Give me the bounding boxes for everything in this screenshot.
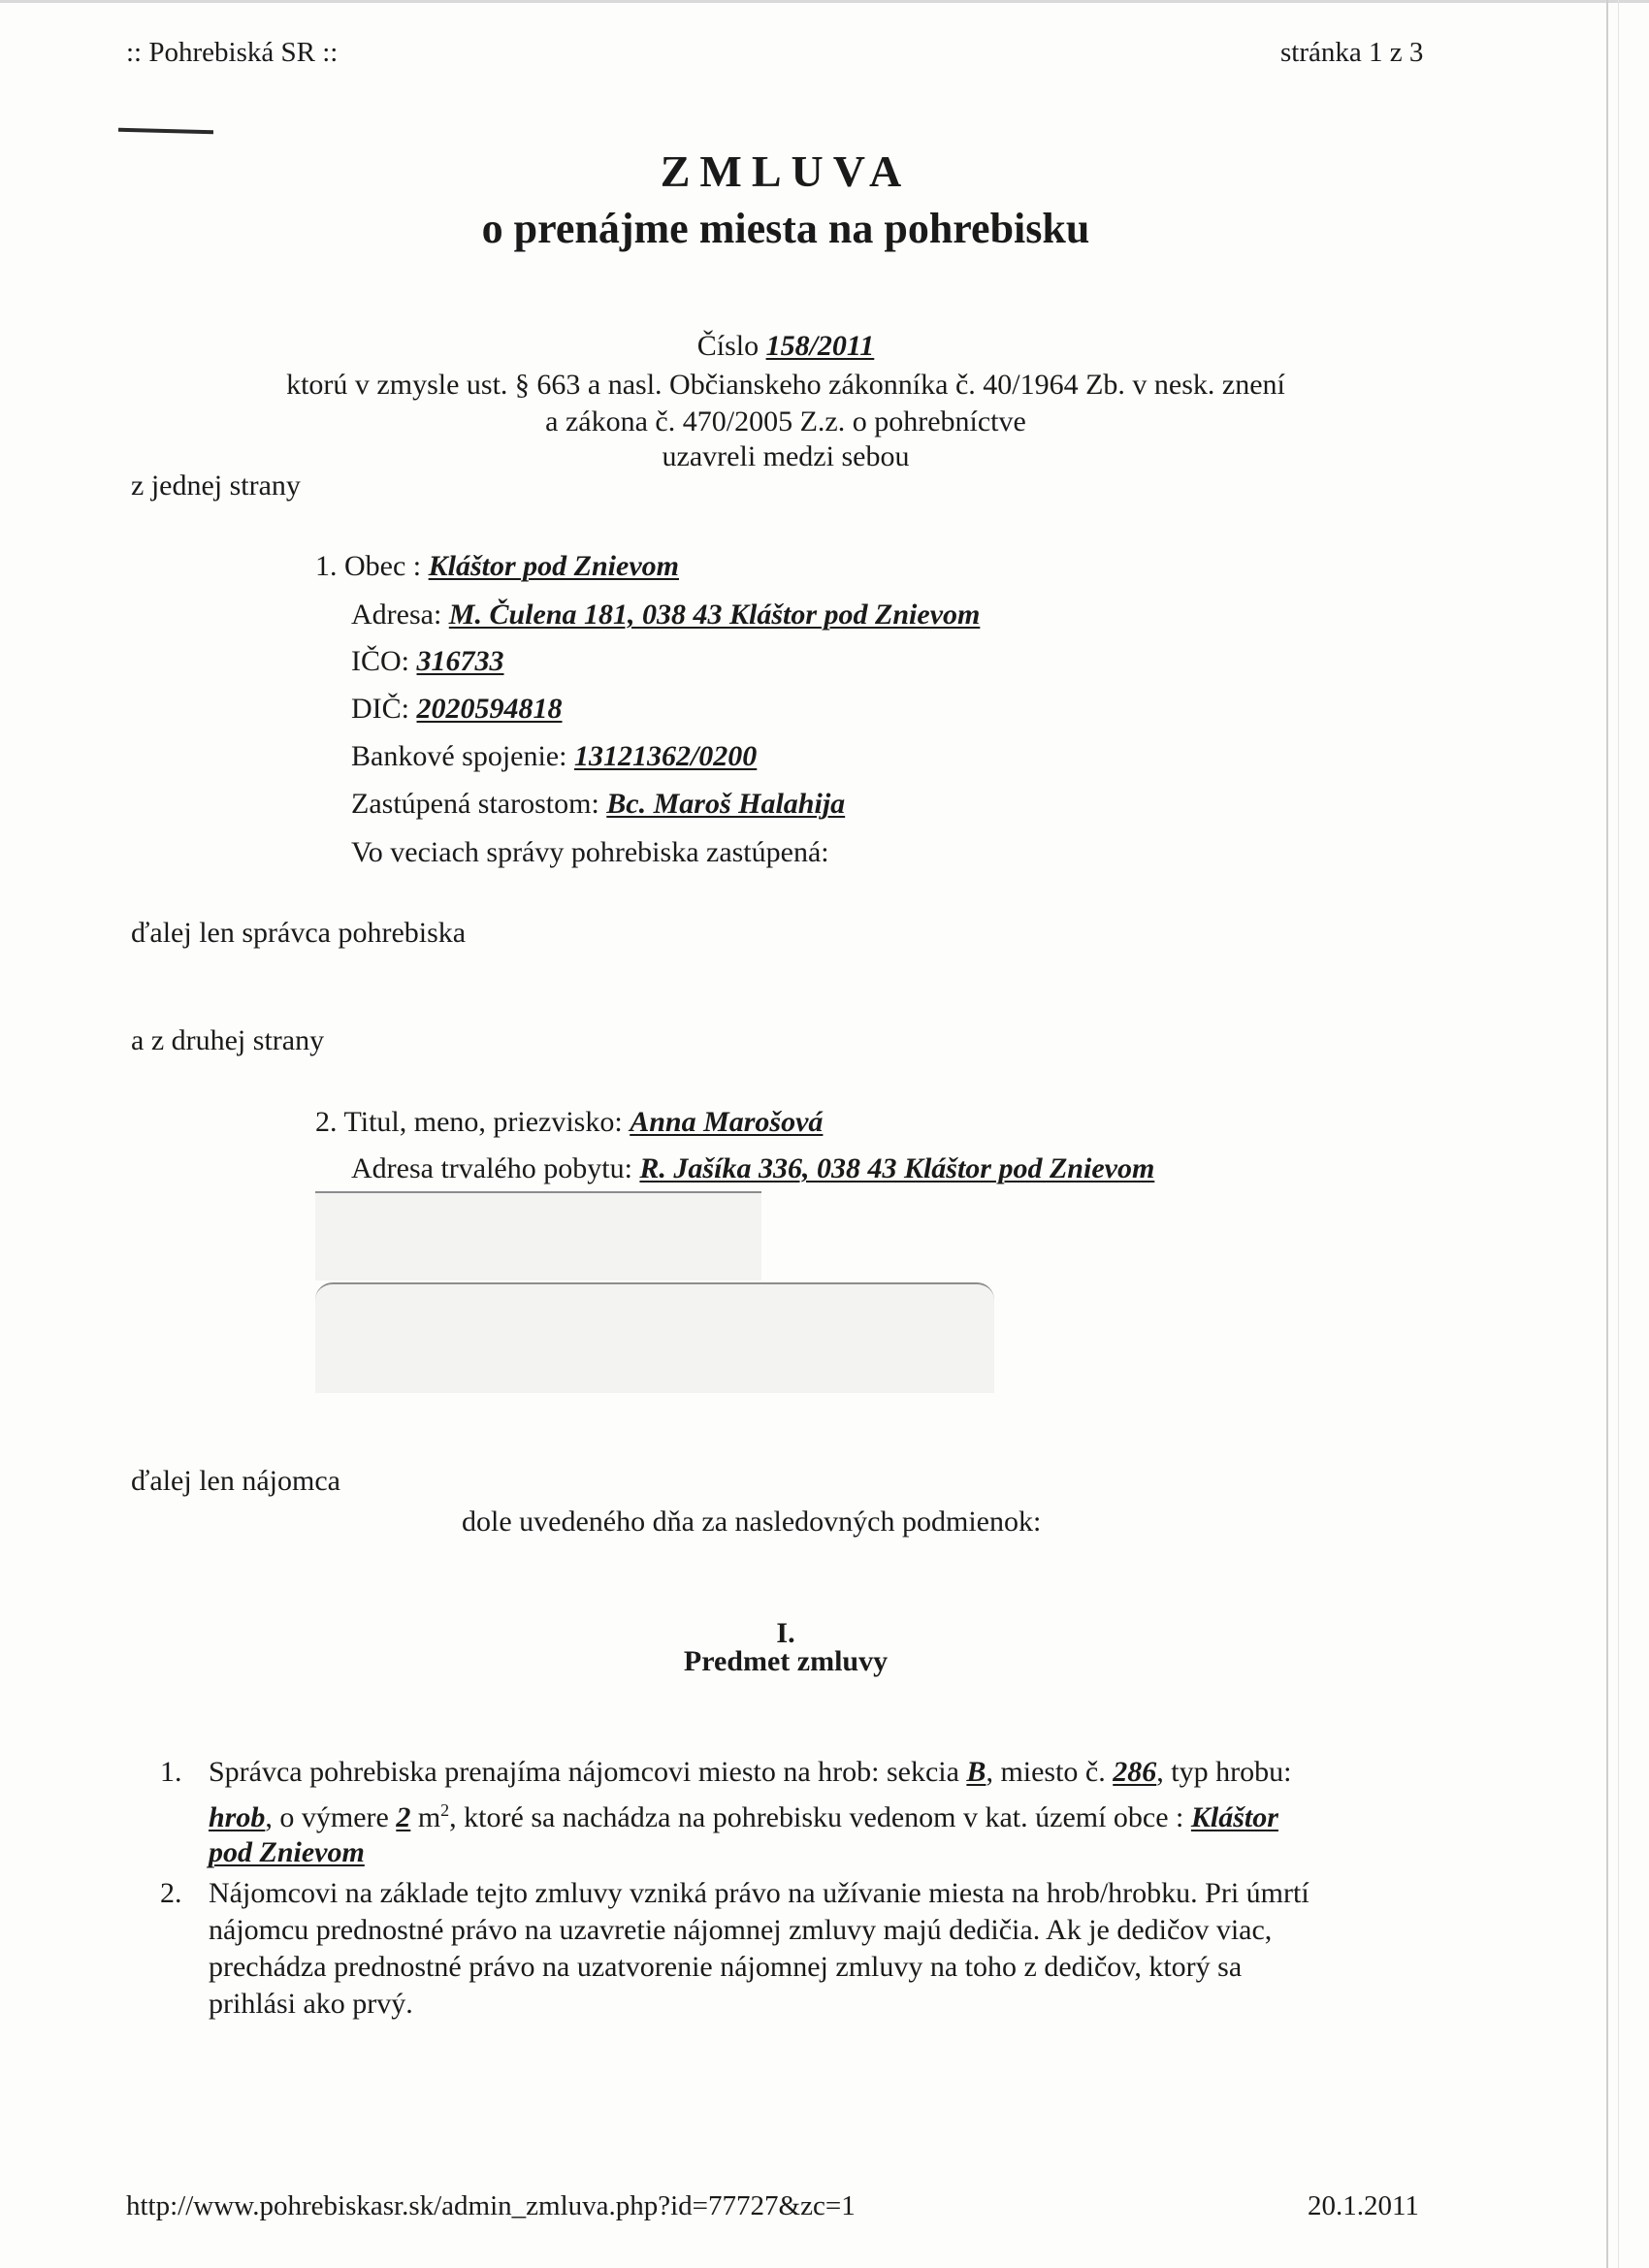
item2-line-1: Nájomcovi na základe tejto zmluvy vzniká právo na užívanie miesta na hrob/hrobku. Pri úmrtí bbox=[209, 1877, 1310, 1909]
party2-meno-label: 2. Titul, meno, priezvisko: bbox=[315, 1106, 623, 1138]
pen-mark bbox=[118, 128, 213, 135]
footer-url: http://www.pohrebiskasr.sk/admin_zmluva.php?id=77727&zc=1 bbox=[126, 2190, 856, 2221]
item1-obec-part1: Kláštor bbox=[1190, 1801, 1278, 1833]
party2-adresa bbox=[351, 1152, 1154, 1185]
party1-ico-value: 316733 bbox=[416, 645, 504, 677]
party1-bank-label: Bankové spojenie: bbox=[351, 740, 567, 772]
item1-text-b: , miesto č. bbox=[986, 1756, 1114, 1788]
item1-vymera: 2 bbox=[396, 1801, 411, 1833]
item1-miesto: 286 bbox=[1113, 1756, 1157, 1788]
section-title: Predmet zmluvy bbox=[683, 1645, 889, 1677]
party2-meno-value: Anna Marošová bbox=[630, 1106, 824, 1138]
party1-bank bbox=[351, 740, 757, 773]
party1-starosta-label: Zastúpená starostom: bbox=[351, 788, 599, 820]
party1-starosta bbox=[351, 788, 845, 821]
item2-line-3: prechádza prednostné právo na uzatvorenie nájomnej zmluvy na toho z dedičov, ktorý sa bbox=[209, 1951, 1243, 1983]
party1-adresa-label: Adresa: bbox=[351, 599, 442, 631]
scan-right-edge-secondary bbox=[1618, 0, 1619, 2268]
item2-number: 2. bbox=[160, 1877, 182, 1909]
party1-ico bbox=[351, 645, 504, 678]
party2-meno bbox=[315, 1106, 823, 1139]
contract-number-value: 158/2011 bbox=[765, 330, 875, 362]
role-two-label: ďalej len nájomca bbox=[131, 1465, 340, 1497]
document-title: ZMLUVA bbox=[660, 146, 912, 196]
party1-obec-value: Kláštor pod Znievom bbox=[428, 550, 679, 582]
item1-line-3 bbox=[209, 1836, 365, 1869]
party2-adresa-value: R. Jašíka 336, 038 43 Kláštor pod Znievom bbox=[639, 1152, 1155, 1184]
party1-obec-label: 1. Obec : bbox=[315, 550, 422, 582]
item1-number: 1. bbox=[160, 1756, 182, 1788]
intro-line-1: ktorú v zmysle ust. § 663 a nasl. Občianskeho zákonníka č. 40/1964 Zb. v nesk. znení bbox=[286, 369, 1285, 401]
party1-ico-label: IČO: bbox=[351, 645, 409, 677]
side-one-label: z jednej strany bbox=[131, 470, 301, 502]
party1-dic-value: 2020594818 bbox=[416, 693, 563, 725]
party1-adresa-value: M. Čulena 181, 038 43 Kláštor pod Znievom bbox=[448, 599, 981, 631]
header-left: :: Pohrebiská SR :: bbox=[126, 37, 339, 68]
intro-line-2: a zákona č. 470/2005 Z.z. o pohrebníctve bbox=[545, 405, 1026, 437]
party1-dic bbox=[351, 693, 563, 726]
scan-top-edge bbox=[0, 0, 1649, 3]
contract-number-label: Číslo bbox=[696, 330, 760, 362]
document-subtitle: o prenájme miesta na pohrebisku bbox=[481, 205, 1090, 252]
item1-sekcia: B bbox=[966, 1756, 986, 1788]
footer-date: 20.1.2011 bbox=[1308, 2190, 1419, 2221]
item1-typ: hrob bbox=[209, 1801, 266, 1833]
item2-line-4: prihlási ako prvý. bbox=[209, 1988, 413, 2020]
redacted-block-lower bbox=[315, 1282, 994, 1393]
scan-right-edge bbox=[1606, 0, 1608, 2268]
party1-obec bbox=[315, 550, 679, 583]
item1-line-1 bbox=[209, 1756, 1291, 1789]
intro-line-3: uzavreli medzi sebou bbox=[662, 440, 910, 472]
item1-text-c: , typ hrobu: bbox=[1156, 1756, 1292, 1788]
item1-line-2 bbox=[209, 1800, 1278, 1834]
party1-bank-value: 13121362/0200 bbox=[573, 740, 758, 772]
item1-unit: m bbox=[410, 1801, 441, 1833]
item2-line-2: nájomcu prednostné právo na uzavretie nájomnej zmluvy majú dedičia. Ak je dedičov viac, bbox=[209, 1914, 1273, 1946]
party2-adresa-label: Adresa trvalého pobytu: bbox=[351, 1152, 632, 1184]
header-page-number: stránka 1 z 3 bbox=[1280, 37, 1424, 68]
item1-obec-part2: pod Znievom bbox=[209, 1836, 365, 1868]
role-one-label: ďalej len správca pohrebiska bbox=[131, 917, 467, 949]
item1-text-a: Správca pohrebiska prenajíma nájomcovi miesto na hrob: sekcia bbox=[209, 1756, 967, 1788]
section-number: I. bbox=[776, 1617, 795, 1649]
side-two-label: a z druhej strany bbox=[131, 1024, 325, 1056]
contract-number bbox=[0, 330, 1571, 363]
party1-starosta-value: Bc. Maroš Halahija bbox=[606, 788, 846, 820]
conditions-line: dole uvedeného dňa za nasledovných podmienok: bbox=[462, 1506, 1042, 1538]
item1-text-e: , ktoré sa nachádza na pohrebisku vedenom v kat. území obce : bbox=[449, 1801, 1191, 1833]
party1-adresa bbox=[351, 599, 980, 632]
item1-text-d: , o výmere bbox=[265, 1801, 397, 1833]
party1-veciach: Vo veciach správy pohrebiska zastúpená: bbox=[351, 836, 829, 868]
party1-dic-label: DIČ: bbox=[351, 693, 409, 725]
item1-unit-sup: 2 bbox=[440, 1800, 450, 1820]
redacted-block-upper bbox=[315, 1191, 761, 1280]
